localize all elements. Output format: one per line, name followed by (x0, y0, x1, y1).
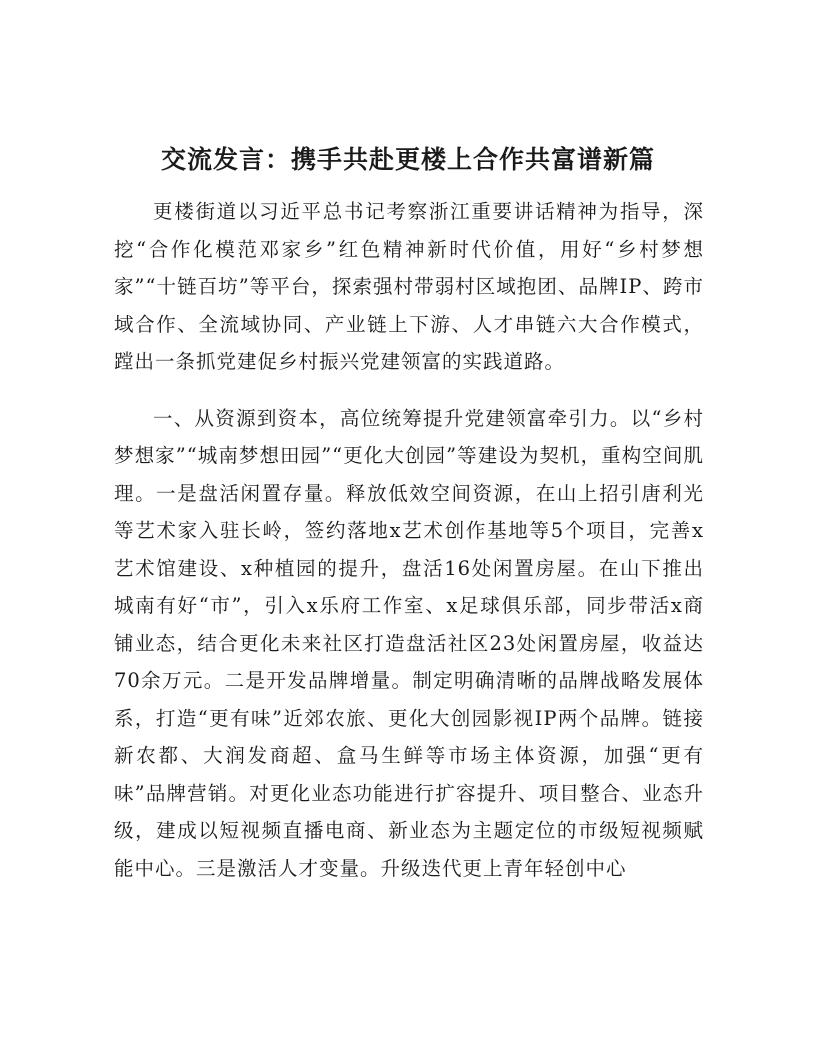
document-body (114, 193, 704, 887)
intro-paragraph: 更楼街道以习近平总书记考察浙江重要讲话精神为指导，深挖“合作化模范邓家乡”红色精神新时代价值，用好“乡村梦想家”“十链百坊”等平台，探索强村带弱村区域抱团、品牌IP、跨市域合作、全流域协同、产业链上下游、人才串链六大合作模式，蹚出一条抓党建促乡村振兴党建领富的实践道路。 (114, 200, 704, 373)
document-title: 交流发言：携手共赴更楼上合作共富谱新篇 (160, 145, 655, 174)
section-one-paragraph: 一、从资源到资本，高位统筹提升党建领富牵引力。以“乡村梦想家”“城南梦想田园”“更化大创园”等建设为契机，重构空间肌理。一是盘活闲置存量。释放低效空间资源，在山上招引唐利光等艺术家入驻长岭，签约落地x艺术创作基地等5个项目，完善x艺术馆建设、x种植园的提升，盘活16处闲置房屋。在山下推出城南有好“市”，引入x乐府工作室、x足球俱乐部，同步带活x商铺业态，结合更化未来社区打造盘活社区23处闲置房屋，收益达70余万元。二是开发品牌增量。制定明确清晰的品牌战略发展体系，打造“更有味”近郊农旅、更化大创园影视IP两个品牌。链接新农都、大润发商超、盒马生鲜等市场主体资源，加强“更有味”品牌营销。对更化业态功能进行扩容提升、项目整合、业态升级，建成以短视频直播电商、新业态为主题定位的市级短视频赋能中心。三是激活人才变量。升级迭代更上青年轻创中心 (114, 406, 704, 880)
